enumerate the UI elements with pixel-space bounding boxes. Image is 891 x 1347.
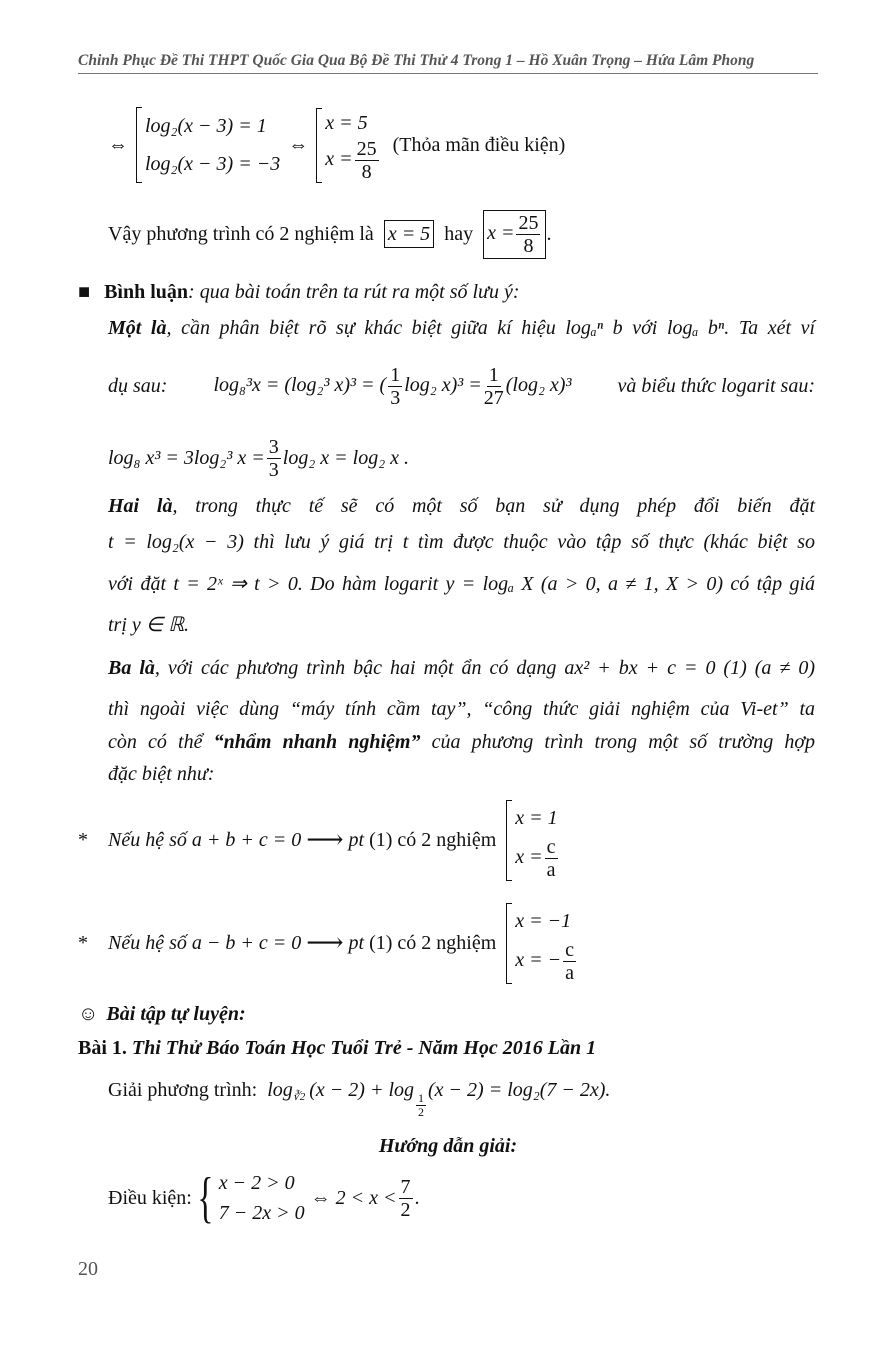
math: logₐ bⁿ	[666, 317, 725, 339]
text: , cần phân biệt rõ sự khác biệt giữa kí hiệu	[166, 317, 556, 339]
comment-title: Bình luận	[104, 281, 189, 303]
numerator: 1	[418, 1090, 425, 1105]
point-three-line-4	[108, 762, 815, 786]
text: Nếu hệ số	[108, 932, 187, 954]
root: x = 1	[515, 806, 558, 829]
text: . Ta xét ví	[724, 317, 816, 339]
equation: log₂(x − 3) = −3	[145, 153, 281, 175]
text: với	[632, 317, 658, 339]
label: Hai là	[108, 495, 173, 517]
point-two-line-3	[108, 572, 815, 596]
lhs: x = −	[515, 948, 562, 971]
math: ax² + bx + c = 0 (1) (a ≠ 0)	[564, 657, 816, 679]
log-system	[136, 107, 280, 183]
denominator: 2	[418, 1104, 425, 1119]
numerator: 1	[390, 363, 401, 386]
text: Điều kiện:	[108, 1187, 192, 1209]
equation: log₂(x − 3) = 1	[145, 115, 267, 137]
denominator: 2	[400, 1198, 411, 1221]
page-number: 20	[78, 1258, 98, 1280]
text: thì lưu ý giá trị t tìm được thuộc vào tập số thực (khác biệt so	[253, 531, 815, 553]
numerator: 25	[518, 211, 539, 234]
point-two-line-1	[108, 494, 815, 518]
left-brace-icon: {	[197, 1167, 214, 1229]
math: ∛2	[292, 1091, 306, 1103]
text: Nếu hệ số	[108, 829, 187, 851]
conclusion-line	[108, 204, 815, 264]
example-line-2	[108, 430, 815, 486]
text: còn có thể	[108, 731, 203, 753]
star-bullet: *	[78, 932, 88, 954]
text: với đặt	[108, 573, 166, 595]
denominator: 3	[390, 386, 401, 409]
header-rule	[78, 73, 818, 74]
point-two-line-2	[108, 530, 815, 554]
text: Vậy phương trình có 2 nghiệm là	[108, 223, 374, 245]
text: Bài tập tự luyện:	[106, 1003, 246, 1025]
comment-heading	[78, 280, 818, 304]
root: x = −1	[515, 909, 572, 932]
text: . Do hàm logarit	[297, 573, 439, 595]
text: Giải phương trình:	[108, 1079, 258, 1101]
math: log	[267, 1079, 293, 1101]
denominator: 8	[361, 160, 372, 183]
example-line	[108, 356, 815, 416]
boxed-answer: x = 5	[384, 220, 434, 248]
text: Thi Thử Báo Toán Học Tuổi Trẻ - Năm Học 2016 Lần 1	[131, 1037, 597, 1059]
point-three-line-2	[108, 697, 815, 721]
text: dụ sau:	[108, 375, 168, 397]
solution-system	[316, 108, 380, 183]
numerator: 1	[488, 363, 499, 386]
denominator: 27	[483, 386, 504, 409]
math: ⇔ 2 < x <	[310, 1187, 397, 1209]
star-bullet: *	[78, 829, 88, 851]
math: t = log₂(x − 3)	[108, 531, 244, 553]
text: pt	[348, 932, 365, 954]
label: Một là	[108, 317, 167, 339]
text: Bài 1.	[78, 1037, 127, 1059]
exercise-heading	[78, 1002, 785, 1026]
arrow-icon: ⟶	[306, 825, 344, 854]
math: (x − 2) + log	[309, 1079, 415, 1101]
numerator: 7	[400, 1175, 411, 1198]
condition: 7 − 2x > 0	[218, 1202, 305, 1224]
solution-heading: Hướng dẫn giải:	[378, 1135, 518, 1157]
math: log₂ x)³ =	[404, 373, 482, 396]
numerator: 25	[356, 137, 377, 160]
condition-system	[219, 1168, 305, 1228]
text: và biểu thức logarit sau:	[617, 375, 815, 397]
math: y ∈ ℝ	[131, 614, 185, 636]
text: .	[184, 614, 190, 636]
math: a − b + c = 0	[191, 932, 302, 954]
smiley-icon: ☺	[78, 1003, 99, 1025]
point-one-line	[108, 316, 815, 340]
punct: .	[414, 1187, 420, 1209]
root	[515, 836, 559, 881]
exercise-problem	[108, 1062, 815, 1118]
math: log₈³x = (log₂³ x)³ = (	[213, 373, 387, 396]
text: thì ngoài việc dùng “máy tính cầm tay”, “công thức giải nghiệm của Vi-et” ta	[108, 698, 815, 720]
lhs: x =	[487, 221, 515, 244]
text: (1) có 2 nghiệm	[369, 829, 497, 851]
text: hay	[444, 223, 474, 245]
text: trị	[108, 614, 127, 636]
text: , trong thực tế sẽ có một số bạn sử dụng phép đổi biến đặt	[172, 495, 816, 517]
text: có tập giá	[730, 573, 816, 595]
denominator: a	[546, 858, 556, 881]
condition-note: (Thỏa mãn điều kiện)	[392, 134, 566, 156]
denominator: 8	[523, 234, 534, 257]
text: đặc biệt như:	[108, 763, 215, 785]
roots-system	[506, 800, 559, 881]
lhs: x =	[515, 845, 543, 868]
text: “nhẩm nhanh nghiệm”	[213, 731, 421, 753]
roots-system	[506, 903, 578, 984]
punct: .	[546, 223, 552, 245]
math: (log₂ x)³	[505, 373, 572, 396]
math: log₈ x³ = 3log₂³ x =	[108, 447, 265, 469]
arrow-icon: ⟶	[306, 928, 344, 957]
point-three-line-1	[108, 656, 815, 680]
exercise-title	[78, 1036, 785, 1060]
math: t = 2ˣ ⇒ t > 0	[173, 573, 298, 595]
boxed-answer	[483, 210, 546, 259]
denominator: 3	[268, 458, 279, 481]
bullet-icon: ■	[78, 281, 91, 303]
lhs: x =	[325, 147, 353, 170]
text: của phương trình trong một số trường hợp	[431, 731, 816, 753]
running-header: Chinh Phục Đề Thi THPT Quốc Gia Qua Bộ Đề Thi Thử 4 Trong 1 – Hồ Xuân Trọng – Hứa Lâm Phong	[78, 52, 755, 69]
text: : qua bài toán trên ta rút ra một số lưu ý:	[188, 281, 520, 303]
solution-condition	[108, 1165, 815, 1231]
root	[515, 939, 578, 984]
condition: x − 2 > 0	[218, 1172, 295, 1194]
point-two-line-4	[108, 613, 815, 637]
numerator: c	[565, 938, 575, 961]
math: (x − 2) = log₂(7 − 2x).	[428, 1079, 611, 1101]
numerator: c	[546, 835, 556, 858]
math: logₐⁿ b	[565, 317, 623, 339]
label: Ba là	[108, 657, 155, 679]
text: pt	[348, 829, 365, 851]
text: , với các phương trình bậc hai một ẩn có dạng	[154, 657, 557, 679]
solution: x = 5	[325, 111, 368, 134]
point-three-line-3	[108, 730, 815, 754]
solution	[325, 138, 380, 183]
case-2	[78, 898, 818, 988]
text: (1) có 2 nghiệm	[369, 932, 497, 954]
iff-symbol: ⇔	[108, 134, 128, 156]
numerator: 3	[268, 435, 279, 458]
math: a + b + c = 0	[191, 829, 302, 851]
math: log₂ x = log₂ x .	[282, 447, 410, 469]
denominator: a	[565, 961, 575, 984]
case-1	[78, 795, 818, 885]
equation-system-1	[108, 100, 815, 190]
math: y = logₐ X (a > 0, a ≠ 1, X > 0)	[445, 573, 724, 595]
iff-symbol: ⇔	[288, 134, 309, 156]
